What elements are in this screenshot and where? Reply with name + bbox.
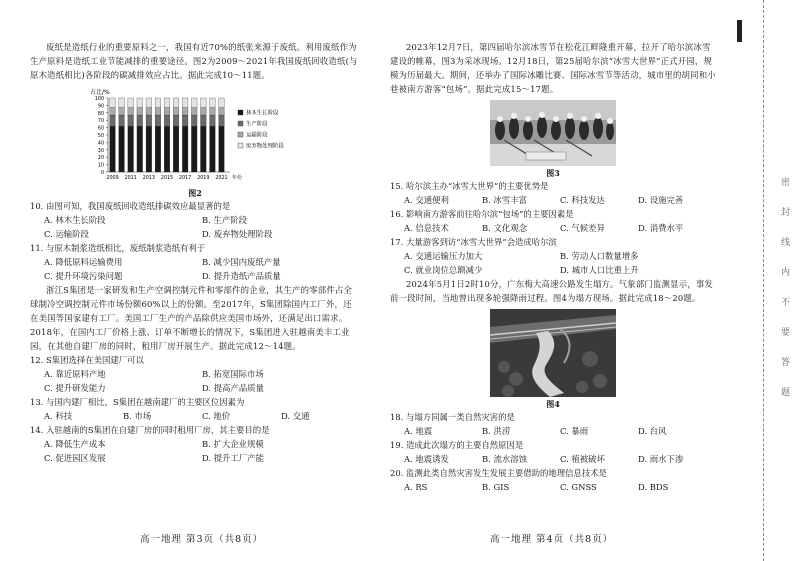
q16-option-a[interactable]: A. 信息技术 xyxy=(404,223,449,233)
bar-2017-series-0 xyxy=(182,126,188,172)
q17-option-b[interactable]: B. 劳动人口数量增多 xyxy=(560,251,639,261)
bar-2014-series-0 xyxy=(155,126,161,172)
left-page xyxy=(30,0,360,561)
q10-option-a[interactable]: A. 林木生长阶段 xyxy=(44,215,106,225)
q14-option-c[interactable]: C. 促进园区发展 xyxy=(44,453,106,463)
y-tick-label: 20 xyxy=(97,156,104,162)
bar-2019-series-3 xyxy=(200,98,206,108)
q14-option-b[interactable]: B. 扩大企业规模 xyxy=(202,439,264,449)
x-tick-label: 2019 xyxy=(197,176,210,181)
question-11-options xyxy=(30,255,360,283)
q20-option-d[interactable]: D. BDS xyxy=(638,482,669,492)
y-tick-label: 70 xyxy=(97,119,104,125)
bar-2011-series-0 xyxy=(128,126,134,172)
q13-option-d[interactable]: D. 交通 xyxy=(281,411,310,421)
q16-option-b[interactable]: B. 文化观念 xyxy=(482,223,527,233)
legend-label-0: 林木生长阶段 xyxy=(246,110,279,117)
bar-2013-series-0 xyxy=(146,126,152,172)
q20-option-b[interactable]: B. GIS xyxy=(482,482,510,492)
bar-2017-series-1 xyxy=(182,115,188,126)
q18-option-c[interactable]: C. 暴雨 xyxy=(560,426,589,436)
seal-char-3: 线 xyxy=(781,238,791,248)
q17-option-a[interactable]: A. 交通运输压力加大 xyxy=(404,251,483,261)
bar-2018-series-1 xyxy=(191,115,197,126)
bar-2020-series-0 xyxy=(210,126,216,172)
y-tick-label: 90 xyxy=(97,104,104,110)
bar-2021-series-1 xyxy=(219,115,225,126)
seal-char-6: 要 xyxy=(781,328,791,338)
q11-option-c[interactable]: C. 提升环境污染问题 xyxy=(44,271,123,281)
bar-2016-series-2 xyxy=(173,108,179,115)
q16-option-d[interactable]: D. 消费水平 xyxy=(638,223,684,233)
bar-2012-series-3 xyxy=(137,98,143,108)
q19-option-c[interactable]: C. 植被破坏 xyxy=(560,454,605,464)
bar-2015-series-1 xyxy=(164,115,170,126)
seal-char-5: 不 xyxy=(781,298,791,308)
intro-paragraph-company: 浙江S集团是一家研发和生产空调控制元件和零部件的企业，其生产的零部件占全球制冷空调控制元件市场份额60%以上的份额。至2017年，S集团除国内工厂外，还在美国等国家建有工厂。美国工厂生产的产品除供应美国市场外，还满足出口需求。2018年，在国内工厂价格上涨、订单不断增长的情况下，S集团进入驻越南美丰工业园，在其他自建厂房的同时，租用厂房开展生产。据此完成12～14题。 xyxy=(30,285,353,351)
bar-2015-series-2 xyxy=(164,108,170,115)
legend-label-1: 生产阶段 xyxy=(246,121,268,128)
chart-figure-2 xyxy=(78,88,338,186)
seal-line-sidebar xyxy=(731,0,794,561)
bar-2018-series-3 xyxy=(191,98,197,108)
y-axis-label: 占比/% xyxy=(90,89,110,96)
seal-char-4: 内 xyxy=(781,268,791,278)
bar-2019-series-0 xyxy=(200,126,206,172)
bar-2015-series-0 xyxy=(164,126,170,172)
seal-char-7: 答 xyxy=(781,358,791,368)
q19-option-b[interactable]: B. 流水溶蚀 xyxy=(482,454,527,464)
bar-2012-series-2 xyxy=(137,108,143,115)
q18-option-d[interactable]: D. 台风 xyxy=(638,426,667,436)
q16-option-c[interactable]: C. 气候差异 xyxy=(560,223,605,233)
bar-2009-series-2 xyxy=(110,108,116,115)
q12-option-c[interactable]: C. 提升研发能力 xyxy=(44,383,106,393)
bar-2020-series-1 xyxy=(210,115,216,126)
legend-label-2: 运输阶段 xyxy=(246,132,268,139)
legend-swatch-3 xyxy=(238,143,243,148)
x-tick-label: 2009 xyxy=(106,176,119,181)
question-10: 10. 由图可知，我国废纸回收造纸排碳效应最显著的是 xyxy=(30,201,231,211)
q10-option-d[interactable]: D. 废弃物处理阶段 xyxy=(202,229,273,239)
q11-option-a[interactable]: A. 降低原料运输费用 xyxy=(44,257,123,267)
bar-2018-series-0 xyxy=(191,126,197,172)
page-footer-left: 高一地理 第3页（共8页） xyxy=(140,534,264,545)
bar-2009-series-0 xyxy=(110,126,116,172)
stacked-bar-chart xyxy=(78,88,338,186)
bar-2021-series-0 xyxy=(219,126,225,172)
x-axis-label: 年份 xyxy=(232,175,243,181)
y-tick-label: 80 xyxy=(97,111,104,117)
sidebar-marker xyxy=(737,20,742,42)
bar-2011-series-2 xyxy=(128,108,134,115)
seal-char-8: 题 xyxy=(781,388,791,398)
question-13-options xyxy=(30,409,360,423)
legend-swatch-0 xyxy=(238,110,243,115)
bar-2013-series-2 xyxy=(146,108,152,115)
bar-2016-series-0 xyxy=(173,126,179,172)
right-page xyxy=(390,0,716,561)
bar-2009-series-3 xyxy=(110,98,116,108)
q14-option-d[interactable]: D. 提升工厂产能 xyxy=(202,453,264,463)
bar-2014-series-1 xyxy=(155,115,161,126)
x-tick-label: 2021 xyxy=(215,176,228,181)
question-10-options xyxy=(30,213,360,241)
q11-option-d[interactable]: D. 提升造纸产品质量 xyxy=(202,271,281,281)
q14-option-a[interactable]: A. 降低生产成本 xyxy=(44,439,106,449)
bar-2016-series-3 xyxy=(173,98,179,108)
question-20-options xyxy=(390,480,716,494)
legend-swatch-1 xyxy=(238,121,243,126)
bar-2011-series-1 xyxy=(128,115,134,126)
bar-2010-series-0 xyxy=(119,126,125,172)
q12-option-b[interactable]: B. 拓宽国际市场 xyxy=(202,369,264,379)
bar-2021-series-2 xyxy=(219,108,225,115)
chart-caption: 图2 xyxy=(188,188,202,198)
bar-2012-series-0 xyxy=(137,126,143,172)
q12-option-a[interactable]: A. 靠近原料产地 xyxy=(44,369,106,379)
q19-option-d[interactable]: D. 雨水下渗 xyxy=(638,454,684,464)
bar-2019-series-2 xyxy=(200,108,206,115)
bar-2020-series-2 xyxy=(210,108,216,115)
y-tick-label: 10 xyxy=(97,163,104,169)
bar-2019-series-1 xyxy=(200,115,206,126)
question-19-options xyxy=(390,452,716,466)
question-11: 11. 与原木制浆造纸相比，废纸制浆造纸有利于 xyxy=(30,243,206,253)
x-tick-label: 2015 xyxy=(160,176,174,181)
legend-label-3: 废弃物处理阶段 xyxy=(246,143,284,150)
q12-option-d[interactable]: D. 提高产品质量 xyxy=(202,383,264,393)
landslide-photo xyxy=(490,309,616,397)
x-tick-label: 2017 xyxy=(179,176,192,181)
page-footer-right: 高一地理 第4页（共8页） xyxy=(490,534,614,545)
question-16-options xyxy=(390,221,716,235)
q13-option-a[interactable]: A. 科技 xyxy=(44,411,73,421)
question-17: 17. 大量游客到访“冰雪大世界”会造成哈尔滨 xyxy=(390,237,557,247)
q13-option-c[interactable]: C. 地价 xyxy=(202,411,231,421)
bar-2013-series-3 xyxy=(146,98,152,108)
q20-option-a[interactable]: A. RS xyxy=(404,482,428,492)
q15-option-b[interactable]: B. 冰雪丰富 xyxy=(482,195,527,205)
question-14: 14. 入驻越南的S集团在自建厂房的同时租用厂房，其主要目的是 xyxy=(30,425,270,435)
question-13: 13. 与国内建厂相比，S集团在越南建厂的主要区位因素为 xyxy=(30,397,245,407)
bar-2017-series-2 xyxy=(182,108,188,115)
bar-2013-series-1 xyxy=(146,115,152,126)
bar-2014-series-2 xyxy=(155,108,161,115)
bar-2010-series-1 xyxy=(119,115,125,126)
q19-option-a[interactable]: A. 地震诱发 xyxy=(404,454,449,464)
question-15: 15. 哈尔滨主办“冰雪大世界”的主要优势是 xyxy=(390,181,549,191)
ice-harvesting-photo xyxy=(490,100,616,166)
question-18: 18. 与塌方同属一类自然灾害的是 xyxy=(390,412,515,422)
intro-paragraph-ice: 2023年12月7日，第四届哈尔滨冰雪节在松花江畔隆重开幕，拉开了哈尔滨冰雪建设的帷幕，图3为采冰现场。12月18日，第25届哈尔滨“冰雪大世界”正式开园，规模为历届最大。期间，还举办了国际冰雕比赛、国际冰雪节等活动，城市里的胡同和小巷被南方游客“包场”。据此完成15～17题。 xyxy=(390,42,716,94)
bar-2012-series-1 xyxy=(137,115,143,126)
bar-2010-series-2 xyxy=(119,108,125,115)
question-12: 12. S集团选择在美国建厂可以 xyxy=(30,355,144,365)
q15-option-a[interactable]: A. 交通便利 xyxy=(404,195,449,205)
intro-paragraph-landslide: 2024年5月1日2时10分，广东梅大高速公路发生塌方。气象部门监测显示，事发前一段时间，当地曾出现多轮强降雨过程。图4为塌方现场。据此完成18～20题。 xyxy=(390,279,714,303)
y-tick-label: 60 xyxy=(97,126,104,132)
q15-option-d[interactable]: D. 设施完善 xyxy=(638,195,684,205)
bar-2021-series-3 xyxy=(219,98,225,108)
q17-option-c[interactable]: C. 就业岗位总额减少 xyxy=(404,265,483,275)
y-tick-label: 50 xyxy=(97,134,104,139)
bar-2017-series-3 xyxy=(182,98,188,108)
seal-char-1: 密 xyxy=(781,178,791,188)
photo-caption-3: 图3 xyxy=(546,168,560,178)
q10-option-b[interactable]: B. 生产阶段 xyxy=(202,215,247,225)
bar-2011-series-3 xyxy=(128,98,134,108)
y-tick-label: 30 xyxy=(97,148,104,154)
bar-2010-series-3 xyxy=(119,98,125,108)
bar-2015-series-3 xyxy=(164,98,170,108)
bar-2020-series-3 xyxy=(210,98,216,108)
q11-option-b[interactable]: B. 减少国内废纸产量 xyxy=(202,257,281,267)
question-14-options xyxy=(30,437,360,465)
q18-option-b[interactable]: B. 洪涝 xyxy=(482,426,511,436)
q20-option-c[interactable]: C. GNSS xyxy=(560,482,597,492)
q17-option-d[interactable]: D. 城市人口比重上升 xyxy=(560,265,639,275)
x-tick-label: 2011 xyxy=(124,176,137,181)
bar-2016-series-1 xyxy=(173,115,179,126)
photo-caption-4: 图4 xyxy=(546,399,560,409)
seal-char-2: 封 xyxy=(781,208,791,218)
y-tick-label: 40 xyxy=(97,141,104,147)
y-tick-label: 0 xyxy=(100,171,104,176)
bar-2018-series-2 xyxy=(191,108,197,115)
q10-option-c[interactable]: C. 运输阶段 xyxy=(44,229,89,239)
seal-dashed-line xyxy=(763,0,764,561)
question-15-options xyxy=(390,193,716,207)
question-12-options xyxy=(30,367,360,395)
question-19: 19. 造成此次塌方的主要自然原因是 xyxy=(390,440,524,450)
bar-2014-series-3 xyxy=(155,98,161,108)
y-tick-label: 100 xyxy=(94,97,104,102)
intro-paragraph-paper: 废纸是造纸行业的重要原料之一，我国有近70%的纸张来源于废纸。利用废纸作为生产原料是造纸工业节能减排的重要途径。图2为2009～2021年我国废纸回收造纸(与原木造纸相比)各阶段的碳减排效应占比。据此完成10～11题。 xyxy=(30,42,358,80)
q13-option-b[interactable]: B. 市场 xyxy=(123,411,152,421)
question-20: 20. 监测此类自然灾害发生发展主要借助的地理信息技术是 xyxy=(390,468,607,478)
bar-2009-series-1 xyxy=(110,115,116,126)
x-tick-label: 2013 xyxy=(142,176,155,181)
question-17-options xyxy=(390,249,716,277)
question-16: 16. 影响南方游客前往哈尔滨“包场”的主要因素是 xyxy=(390,209,574,219)
legend-swatch-2 xyxy=(238,132,243,137)
q15-option-c[interactable]: C. 科技发达 xyxy=(560,195,605,205)
q18-option-a[interactable]: A. 地震 xyxy=(404,426,433,436)
question-18-options xyxy=(390,424,716,438)
